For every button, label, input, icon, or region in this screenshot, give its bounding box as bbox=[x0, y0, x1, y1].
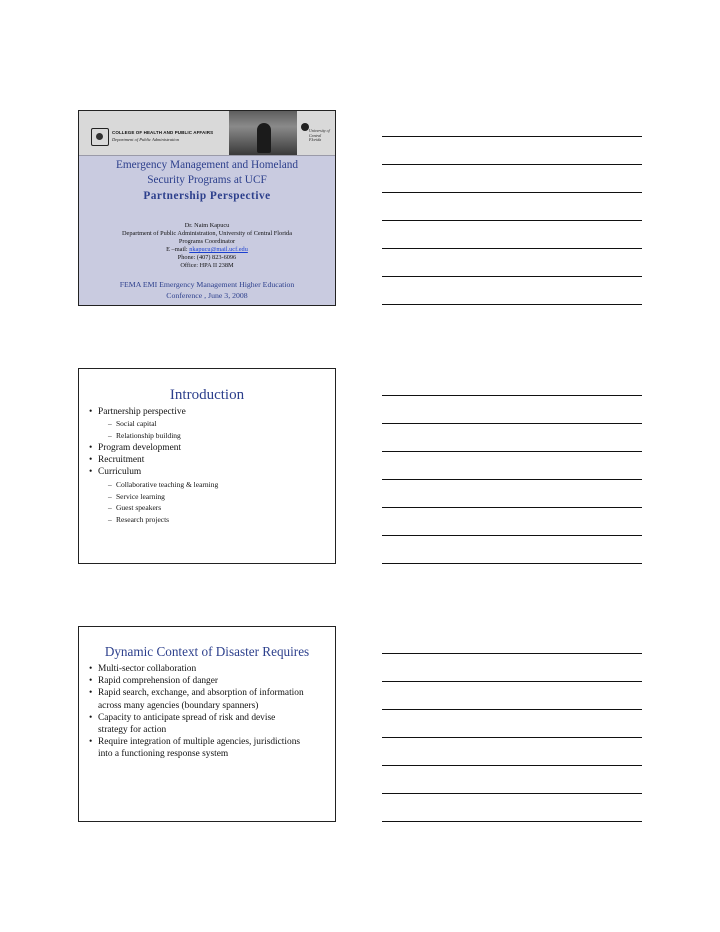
college-name: COLLEGE OF HEALTH AND PUBLIC AFFAIRS bbox=[112, 130, 214, 135]
notes-line bbox=[382, 681, 642, 682]
email-link[interactable]: nkapucu@mail.ucf.edu bbox=[189, 246, 248, 253]
phone: Phone: (407) 823-6096 bbox=[177, 254, 237, 261]
bullet-item: • Recruitment bbox=[89, 454, 327, 466]
sub-bullet-list bbox=[108, 418, 327, 442]
bullet-item bbox=[89, 466, 327, 526]
affiliation: Department of Public Administration, University of Central Florida bbox=[122, 230, 292, 237]
slide-title: Introduction bbox=[169, 387, 245, 403]
notes-line bbox=[382, 395, 642, 396]
header-banner bbox=[79, 111, 335, 156]
notes-line bbox=[382, 793, 642, 794]
department-name: Department of Public Administration bbox=[112, 137, 180, 142]
bullet-item: • Capacity to anticipate spread of risk and devise strategy for action bbox=[89, 712, 305, 736]
sub-bullet-item: – Social capital bbox=[108, 418, 327, 430]
ucf-logo-line-2: Central bbox=[309, 132, 322, 138]
bullet-item: • Program development bbox=[89, 442, 327, 454]
slide-2-introduction bbox=[78, 368, 336, 564]
notes-line bbox=[382, 136, 642, 137]
slide-title: Dynamic Context of Disaster Requires bbox=[104, 644, 310, 659]
bullet-text: Partnership perspective bbox=[98, 407, 186, 417]
notes-line bbox=[382, 248, 642, 249]
sub-bullet-item: – Research projects bbox=[108, 514, 327, 526]
sub-bullet-item: – Service learning bbox=[108, 491, 327, 503]
conference-line-2: Conference , June 3, 2008 bbox=[166, 291, 248, 300]
presenter-role: Programs Coordinator bbox=[178, 238, 236, 245]
notes-line bbox=[382, 821, 642, 822]
sub-bullet-item: – Relationship building bbox=[108, 430, 327, 442]
notes-line bbox=[382, 765, 642, 766]
notes-line bbox=[382, 737, 642, 738]
bullet-item: • Rapid search, exchange, and absorption of information across many agencies (boundary spanners) bbox=[89, 687, 305, 711]
notes-line bbox=[382, 451, 642, 452]
notes-line bbox=[382, 479, 642, 480]
notes-line bbox=[382, 653, 642, 654]
ucf-logo bbox=[301, 123, 331, 145]
sub-bullet-list bbox=[108, 479, 327, 527]
ucf-logo-line-1: University of bbox=[309, 128, 330, 133]
college-seal-icon bbox=[91, 128, 109, 146]
ucf-logo-line-3: Florida bbox=[309, 137, 322, 142]
notes-line bbox=[382, 164, 642, 165]
bullet-item: • Multi-sector collaboration bbox=[89, 663, 305, 675]
slide-3-dynamic-context bbox=[78, 626, 336, 822]
slide-1-title-slide bbox=[78, 110, 336, 306]
notes-line bbox=[382, 535, 642, 536]
office: Office: HPA II 238M bbox=[180, 262, 234, 269]
notes-line bbox=[382, 276, 642, 277]
slide-title-line-2: Security Programs at UCF bbox=[147, 174, 267, 186]
bullet-text: Curriculum bbox=[98, 467, 142, 478]
bullet-item bbox=[89, 406, 327, 442]
slide-title-line-1: Emergency Management and Homeland bbox=[115, 159, 299, 171]
notes-line bbox=[382, 709, 642, 710]
sub-bullet-item: – Guest speakers bbox=[108, 502, 327, 514]
notes-line bbox=[382, 220, 642, 221]
notes-line bbox=[382, 304, 642, 305]
notes-line bbox=[382, 192, 642, 193]
bullet-item: • Rapid comprehension of danger bbox=[89, 675, 305, 687]
pegasus-icon bbox=[301, 123, 309, 131]
bullet-item: • Require integration of multiple agencies, jurisdictions into a functioning response system bbox=[89, 736, 305, 760]
conference-line-1: FEMA EMI Emergency Management Higher Education bbox=[119, 280, 295, 289]
presenter-name: Dr. Naim Kapucu bbox=[184, 222, 230, 229]
bullet-list bbox=[89, 406, 327, 526]
silhouette-figure bbox=[257, 123, 271, 153]
slide-subtitle: Partnership Perspective bbox=[143, 190, 271, 202]
notes-line bbox=[382, 563, 642, 564]
bullet-list bbox=[89, 663, 305, 761]
ucf-logo-text bbox=[309, 129, 330, 143]
notes-line bbox=[382, 423, 642, 424]
notes-line bbox=[382, 507, 642, 508]
sub-bullet-item: – Collaborative teaching & learning bbox=[108, 479, 327, 491]
email-label: E –mail: bbox=[166, 246, 190, 253]
